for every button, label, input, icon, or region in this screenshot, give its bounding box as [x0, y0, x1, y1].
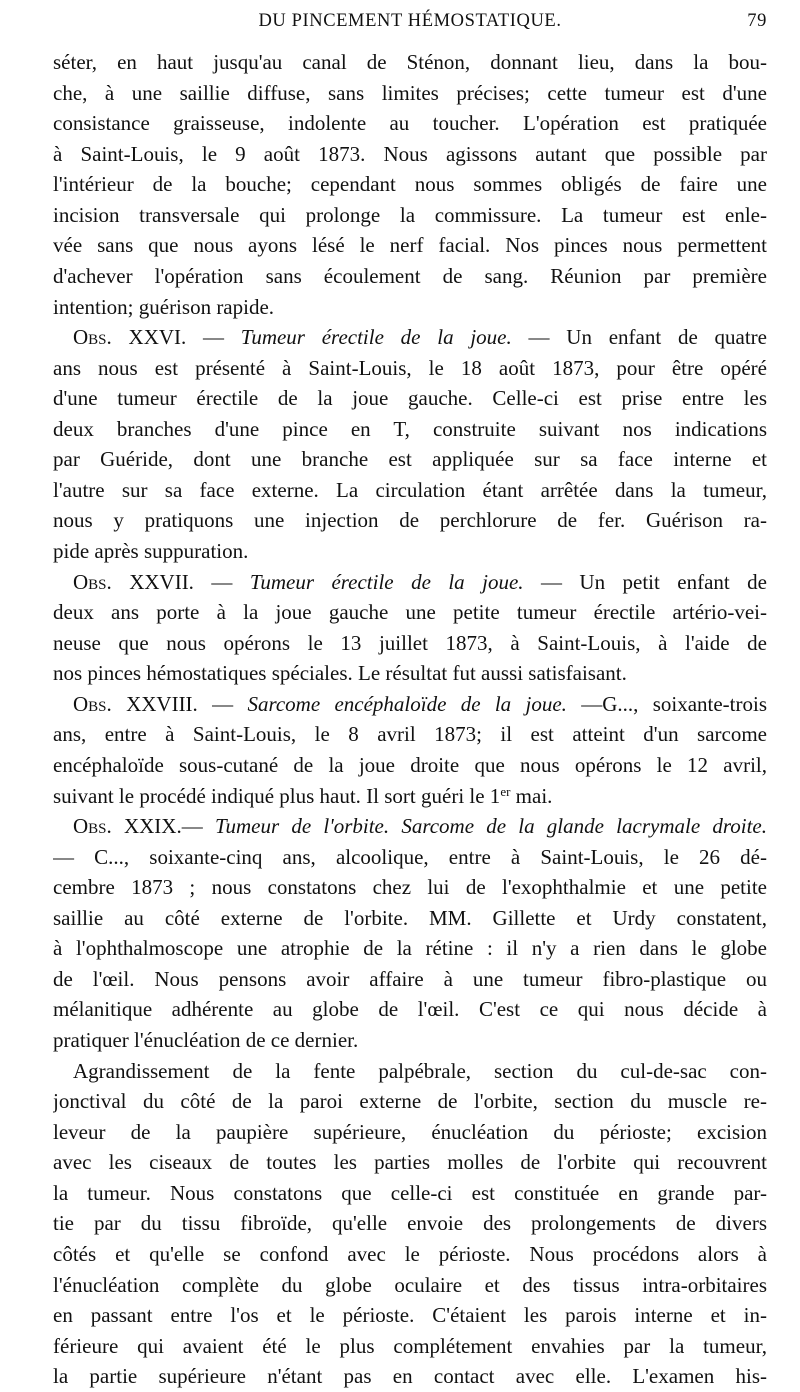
line-text: suivant le procédé indiqué plus haut. Il sort guéri le 1 [53, 783, 501, 808]
line-text: neuse que nous opérons le 13 juillet 1873, à Saint-Louis, à l'aide de [53, 630, 767, 655]
line-text: incision transversale qui prolonge la commissure. La tumeur est enle- [53, 202, 767, 227]
line-text: deux ans porte à la joue gauche une petite tumeur érectile artério-vei- [53, 600, 767, 625]
line-text: l'autre sur sa face externe. La circulation étant arrêtée dans la tumeur, [53, 477, 767, 502]
line-text-after: mai. [510, 783, 553, 808]
text-line [53, 1147, 767, 1178]
line-text: pide après suppuration. [53, 539, 249, 563]
line-text: nos pinces hémostatiques spéciales. Le résultat fut aussi satisfaisant. [53, 661, 627, 686]
line-text: consistance graisseuse, indolente au toucher. L'opération est pratiquée [53, 111, 767, 136]
line-text: — Un petit enfant de [523, 569, 767, 594]
text-line [53, 1117, 767, 1148]
line-text: côtés et qu'elle se confond avec le périoste. Nous procédons alors à [53, 1241, 767, 1266]
line-text: vée sans que nous ayons lésé le nerf facial. Nos pinces nous permettent [53, 233, 767, 258]
text-line [53, 597, 767, 628]
text-line [53, 872, 767, 903]
line-text: nous y pratiquons une injection de perchlorure de fer. Guérison ra- [53, 508, 767, 533]
running-header [53, 8, 767, 34]
line-text: pratiquer l'énucléation de ce dernier. [53, 1028, 359, 1052]
line-text: saillie au côté externe de l'orbite. MM. Gillette et Urdy constatent, [53, 905, 767, 930]
observation-title: Tumeur érectile de la joue. [249, 569, 524, 594]
ordinal-superscript: er [500, 783, 511, 799]
line-text: à l'ophthalmoscope une atrophie de la rétine : il n'y a rien dans le globe [53, 936, 767, 961]
observation-dash: — [186, 325, 241, 350]
text-line [53, 719, 767, 750]
text-line [53, 994, 767, 1025]
text-line [53, 933, 767, 964]
text-line [53, 261, 767, 292]
text-line [53, 230, 767, 261]
line-text: deux branches d'une pince en T, construite suivant nos indications [53, 416, 767, 441]
observation-title: Sarcome encéphaloïde de la joue. [247, 691, 567, 716]
line-text: par Guéride, dont une branche est appliquée sur sa face interne et [53, 447, 767, 472]
line-text: encéphaloïde sous-cutané de la joue droite que nous opérons le 12 avril, [53, 752, 767, 777]
observation-number: Obs. XXVII. [73, 569, 194, 594]
text-line [53, 1300, 767, 1331]
observation-number: Obs. XXIX. [73, 814, 182, 839]
line-text: — C..., soixante-cinq ans, alcoolique, entre à Saint-Louis, le 26 dé- [53, 844, 767, 869]
text-line [53, 414, 767, 445]
observation-dash: — [197, 691, 248, 716]
text-line [53, 444, 767, 475]
text-line [53, 1270, 767, 1301]
line-text: ans, entre à Saint-Louis, le 8 avril 1873; il est atteint d'un sarcome [53, 722, 767, 747]
observation-number: Obs. XXVIII. [73, 691, 198, 716]
text-line [53, 505, 767, 536]
text-line [53, 842, 767, 873]
line-text: che, à une saillie diffuse, sans limites précises; cette tumeur est d'une [53, 80, 767, 105]
observation-number: Obs. XXVI. [73, 325, 187, 350]
text-line [53, 750, 767, 781]
line-text: — Un enfant de quatre [511, 325, 767, 350]
line-text: —G..., soixante-trois [566, 691, 767, 716]
text-line [53, 200, 767, 231]
text-line [53, 139, 767, 170]
text-line [53, 475, 767, 506]
text-line [53, 1208, 767, 1239]
line-text: à Saint-Louis, le 9 août 1873. Nous agissons autant que possible par [53, 141, 767, 166]
line-text: la partie supérieure n'étant pas en contact avec elle. L'examen his- [53, 1364, 767, 1389]
text-line [53, 47, 767, 78]
line-text: avec les ciseaux de toutes les parties molles de l'orbite qui recouvrent [53, 1150, 767, 1175]
text-line [53, 108, 767, 139]
text-line [53, 964, 767, 995]
observation-heading-line [53, 567, 767, 598]
observation-heading-line [53, 322, 767, 353]
line-text: d'une tumeur érectile de la joue gauche. Celle-ci est prise entre les [53, 386, 767, 411]
observation-title: Tumeur de l'orbite. Sarcome de la glande lacrymale droite. [214, 814, 767, 839]
observation-dash: — [181, 814, 215, 839]
text-line [53, 1239, 767, 1270]
line-text: de l'œil. Nous pensons avoir affaire à une tumeur fibro-plastique ou [53, 966, 767, 991]
page-number: 79 [747, 11, 767, 31]
text-line [53, 781, 767, 812]
text-line [53, 536, 767, 567]
body-text [53, 47, 767, 1392]
text-line [53, 78, 767, 109]
line-text: en passant entre l'os et le périoste. C'étaient les parois interne et in- [53, 1303, 767, 1328]
text-line [53, 1178, 767, 1209]
text-line [53, 903, 767, 934]
text-line [53, 353, 767, 384]
line-text: l'intérieur de la bouche; cependant nous sommes obligés de faire une [53, 172, 767, 197]
line-text: séter, en haut jusqu'au canal de Sténon, donnant lieu, dans la bou- [53, 50, 767, 74]
line-text: l'énucléation complète du globe oculaire et des tissus intra-orbitaires [53, 1272, 767, 1297]
line-text: cembre 1873 ; nous constatons chez lui de l'exophthalmie et une petite [53, 875, 767, 900]
running-title: DU PINCEMENT HÉMOSTATIQUE. [258, 11, 562, 31]
observation-dash: — [193, 569, 250, 594]
text-line [53, 658, 767, 689]
text-line [53, 1086, 767, 1117]
line-text: d'achever l'opération sans écoulement de sang. Réunion par première [53, 263, 767, 288]
line-text: ans nous est présenté à Saint-Louis, le 18 août 1873, pour être opéré [53, 355, 767, 380]
observation-title: Tumeur érectile de la joue. [240, 325, 512, 350]
text-line [53, 169, 767, 200]
text-line [53, 383, 767, 414]
text-line [53, 1025, 767, 1056]
text-line [53, 628, 767, 659]
line-text: mélanitique adhérente au globe de l'œil. C'est ce qui nous décide à [53, 997, 767, 1022]
line-text: Agrandissement de la fente palpébrale, section du cul-de-sac con- [73, 1058, 767, 1083]
text-line [53, 292, 767, 323]
line-text: tie par du tissu fibroïde, qu'elle envoie des prolongements de divers [53, 1211, 767, 1236]
line-text: leveur de la paupière supérieure, énucléation du périoste; excision [53, 1119, 767, 1144]
line-text: férieure qui avaient été le plus complétement envahies par la tumeur, [53, 1333, 767, 1358]
line-text: jonctival du côté de la paroi externe de l'orbite, section du muscle re- [53, 1089, 767, 1114]
observation-heading-line [53, 689, 767, 720]
line-text: la tumeur. Nous constatons que celle-ci est constituée en grande par- [53, 1180, 767, 1205]
observation-heading-line [53, 811, 767, 842]
line-text: intention; guérison rapide. [53, 294, 275, 319]
text-line [53, 1056, 767, 1087]
text-line [53, 1331, 767, 1362]
